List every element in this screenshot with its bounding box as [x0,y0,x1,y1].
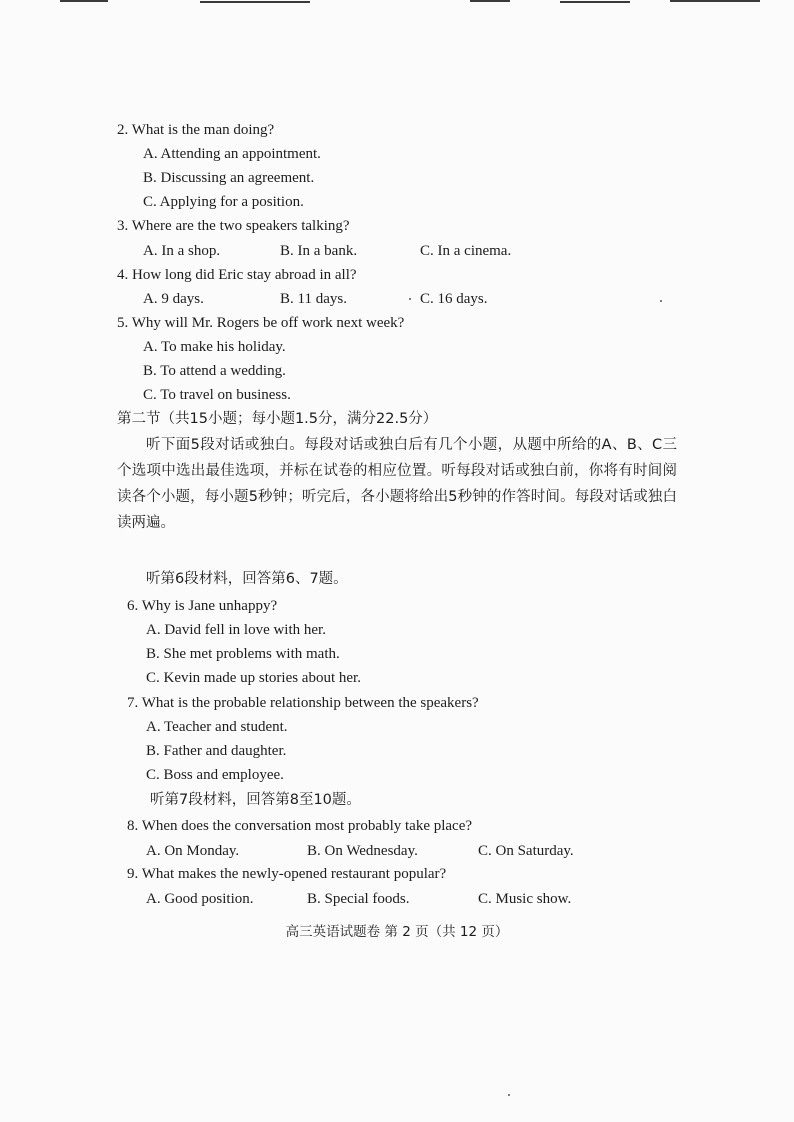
question-4-option-b: B. 11 days. [280,291,347,307]
question-8-option-b: B. On Wednesday. [307,843,418,859]
question-6-stem: 6. Why is Jane unhappy? [127,598,278,614]
question-8-stem: 8. When does the conversation most probably take place? [127,818,473,834]
scan-speck [508,1094,510,1096]
scan-artifact [60,0,108,2]
scan-artifact [670,0,760,2]
question-4-stem: 4. How long did Eric stay abroad in all? [117,267,357,283]
section-2-instructions: 听下面5段对话或独白。每段对话或独白后有几个小题，从题中所给的A、B、C三个选项中选出最佳选项，并标在试卷的相应位置。听每段对话或独白前，你将有时间阅读各个小题，每小题5秒钟；听完后，各小题将给出5秒钟的作答时间。每段对话或独白读两遍。 [117,437,677,531]
question-9-option-a: A. Good position. [146,891,254,907]
question-3-stem: 3. Where are the two speakers talking? [117,218,350,234]
question-5-stem: 5. Why will Mr. Rogers be off work next week? [117,315,405,331]
question-7-option-a: A. Teacher and student. [146,719,288,735]
question-5-option-a: A. To make his holiday. [143,339,286,355]
material-6-heading: 听第6段材料，回答第6、7题。 [146,571,348,587]
question-9-option-c: C. Music show. [478,891,572,907]
question-2-stem: 2. What is the man doing? [117,122,275,138]
question-3-option-c: C. In a cinema. [420,243,512,259]
question-7-option-b: B. Father and daughter. [146,743,287,759]
scan-artifact [560,1,630,3]
scan-speck [660,300,662,302]
scan-speck [409,298,411,300]
question-2-option-a: A. Attending an appointment. [143,146,321,162]
question-9-option-b: B. Special foods. [307,891,410,907]
question-7-stem: 7. What is the probable relationship between the speakers? [127,695,479,711]
question-8-option-c: C. On Saturday. [478,843,574,859]
question-8-option-a: A. On Monday. [146,843,240,859]
question-2-option-b: B. Discussing an agreement. [143,170,315,186]
question-6-option-a: A. David fell in love with her. [146,622,326,638]
question-6-option-c: C. Kevin made up stories about her. [146,670,361,686]
scan-artifact [470,0,510,2]
question-4-option-a: A. 9 days. [143,291,204,307]
question-3-option-b: B. In a bank. [280,243,358,259]
question-4-option-c: C. 16 days. [420,291,488,307]
material-7-heading: 听第7段材料，回答第8至10题。 [150,792,361,808]
section-2-heading: 第二节（共15小题；每小题1.5分，满分22.5分） [117,411,438,427]
question-2-option-c: C. Applying for a position. [143,194,304,210]
scan-artifact [200,1,310,3]
question-5-option-b: B. To attend a wedding. [143,363,286,379]
question-3-option-a: A. In a shop. [143,243,221,259]
question-5-option-c: C. To travel on business. [143,387,291,403]
page-footer: 高三英语试题卷 第 2 页（共 12 页） [285,924,509,940]
question-6-option-b: B. She met problems with math. [146,646,340,662]
question-9-stem: 9. What makes the newly-opened restaurant popular? [127,866,447,882]
question-7-option-c: C. Boss and employee. [146,767,284,783]
